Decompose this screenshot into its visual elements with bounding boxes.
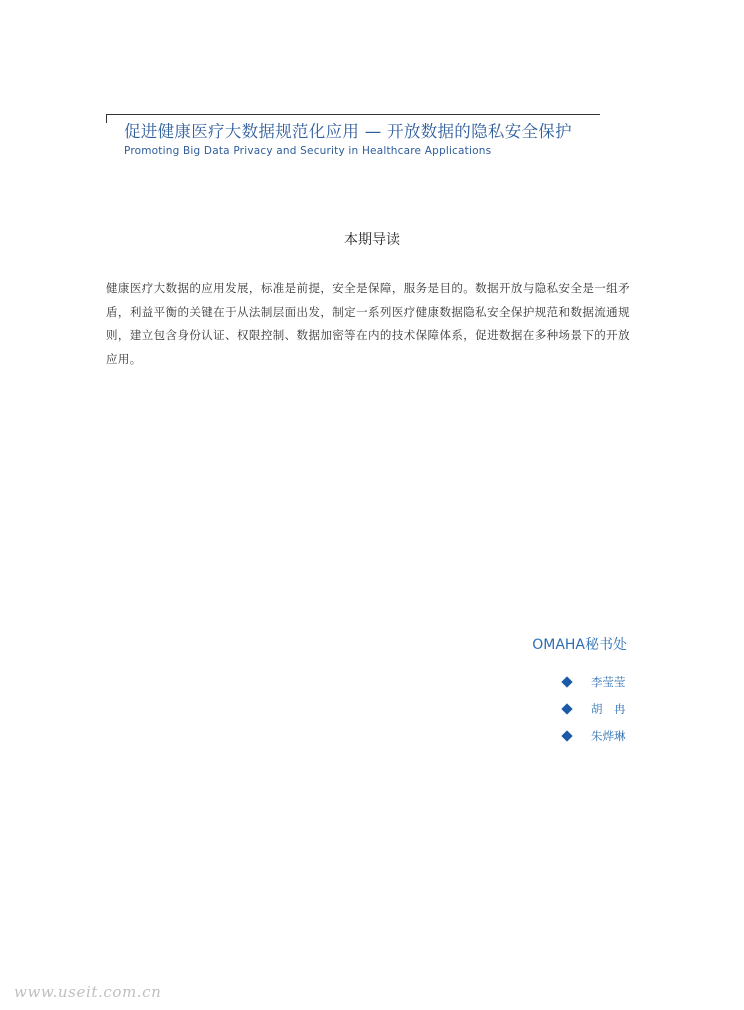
diamond-bullet-icon [561, 703, 572, 714]
header-rule [106, 114, 600, 115]
author-list [560, 668, 626, 749]
author-name: 朱烨琳 [591, 728, 626, 743]
intro-paragraph: 健康医疗大数据的应用发展，标准是前提，安全是保障，服务是目的。数据开放与隐私安全是一组矛盾，利益平衡的关键在于从法制层面出发，制定一系列医疗健康数据隐私安全保护规范和数据流通规则，建立包含身份认证、权限控制、数据加密等在内的技术保障体系，促进数据在多种场景下的开放应用。 [106, 281, 630, 366]
diamond-bullet-icon [561, 730, 572, 741]
author-item [560, 668, 626, 695]
author-name: 胡 冉 [591, 701, 626, 716]
author-item [560, 695, 626, 722]
author-item [560, 722, 626, 749]
author-name: 李莹莹 [591, 674, 626, 689]
header-rule-tick [106, 114, 107, 123]
diamond-bullet-icon [561, 676, 572, 687]
section-heading: 本期导读 [344, 232, 400, 248]
site-watermark: www.useit.com.cn [14, 983, 162, 1001]
document-title: 促进健康医疗大数据规范化应用 — 开放数据的隐私安全保护 [124, 122, 572, 141]
document-subtitle-english: Promoting Big Data Privacy and Security in Healthcare Applications [124, 145, 492, 157]
author-organization: OMAHA秘书处 [532, 637, 627, 653]
